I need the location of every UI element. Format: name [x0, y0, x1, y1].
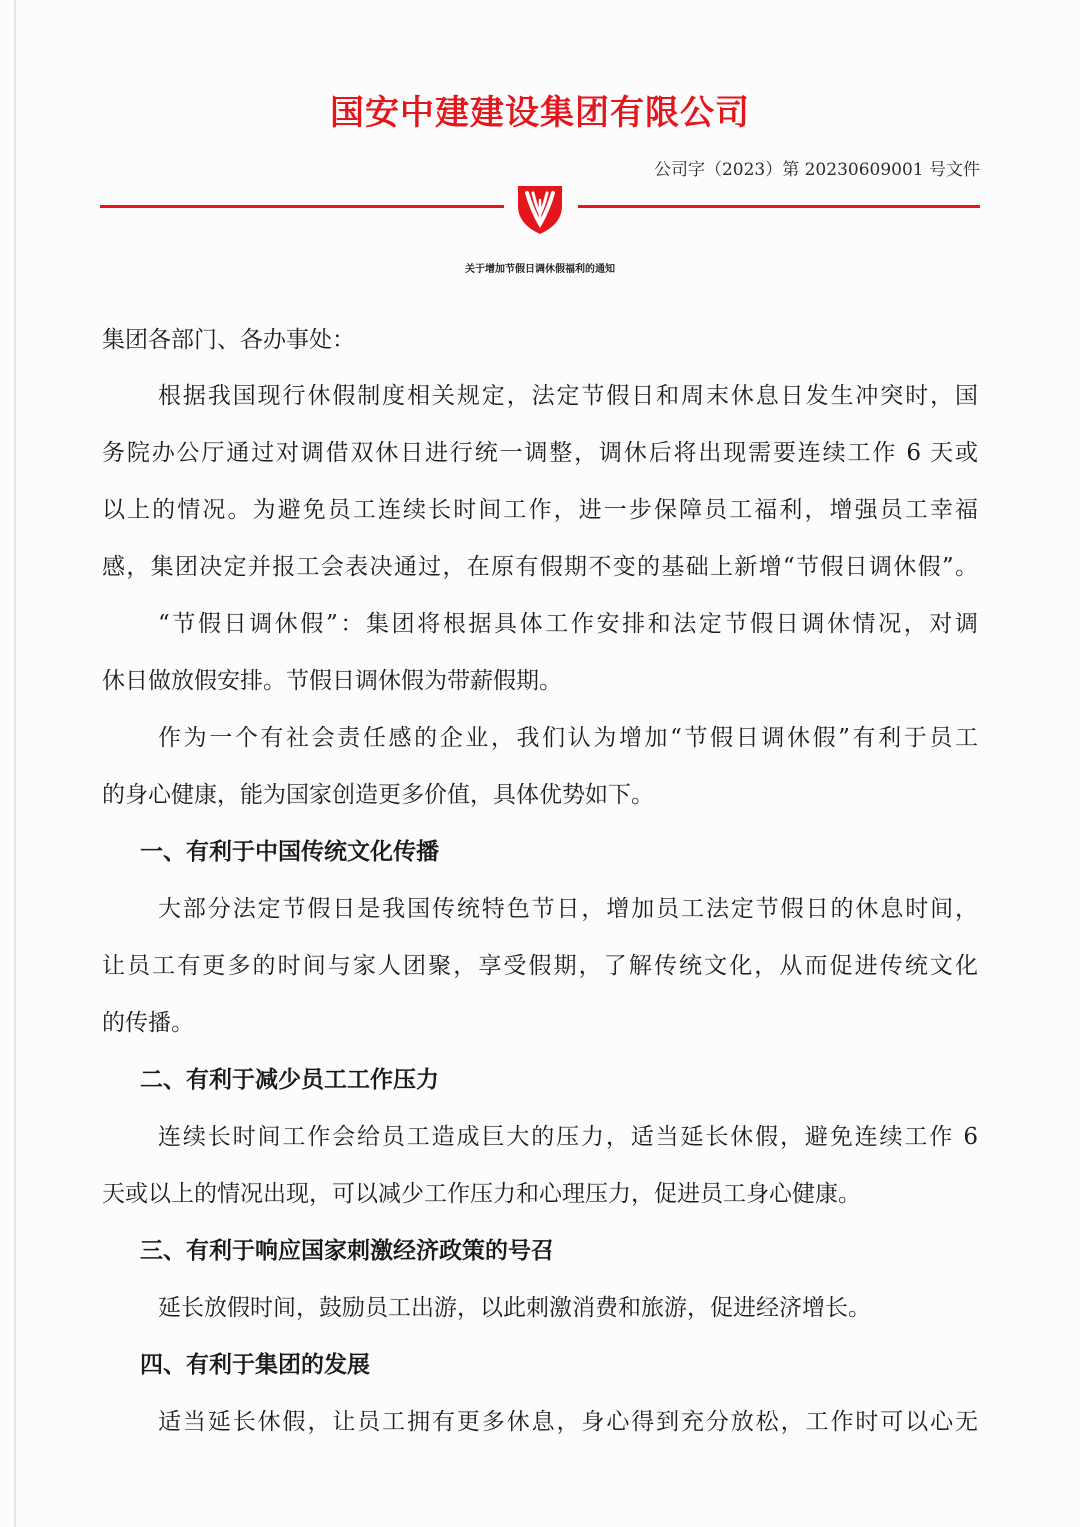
paragraph-line: “节假日调休假”：集团将根据具体工作安排和法定节假日调休情况，对调	[158, 611, 978, 637]
paragraph-line: 作为一个有社会责任感的企业，我们认为增加“节假日调休假”有利于员工	[158, 725, 978, 751]
paragraph-line: 的身心健康，能为国家创造更多价值，具体优势如下。	[102, 782, 654, 808]
red-rule-left	[100, 205, 504, 208]
paragraph-line: 以上的情况。为避免员工连续长时间工作，进一步保障员工福利，增强员工幸福	[102, 497, 978, 523]
paragraph-line: 根据我国现行休假制度相关规定，法定节假日和周末休息日发生冲突时，国	[158, 383, 978, 409]
notice-title: 关于增加节假日调休假福利的通知	[465, 264, 615, 275]
page-edge-line	[14, 0, 16, 1527]
section-heading: 四、有利于集团的发展	[140, 1352, 370, 1378]
section-heading: 二、有利于减少员工工作压力	[140, 1067, 439, 1093]
paragraph-line: 天或以上的情况出现，可以减少工作压力和心理压力，促进员工身心健康。	[102, 1181, 861, 1207]
paragraph-line: 延长放假时间，鼓励员工出游，以此刺激消费和旅游，促进经济增长。	[158, 1295, 871, 1321]
section-heading: 三、有利于响应国家刺激经济政策的号召	[140, 1238, 554, 1264]
paragraph-line: 休日做放假安排。节假日调休假为带薪假期。	[102, 668, 562, 694]
paragraph-line: 的传播。	[102, 1010, 194, 1036]
section-heading: 一、有利于中国传统文化传播	[140, 839, 439, 865]
salutation: 集团各部门、各办事处：	[102, 327, 355, 353]
paragraph-line: 适当延长休假，让员工拥有更多休息，身心得到充分放松，工作时可以心无	[158, 1409, 978, 1435]
paragraph-line: 大部分法定节假日是我国传统特色节日，增加员工法定节假日的休息时间，	[158, 896, 978, 922]
paragraph-line: 感，集团决定并报工会表决通过，在原有假期不变的基础上新增“节假日调休假”。	[102, 554, 978, 580]
shield-emblem-icon	[510, 180, 570, 236]
company-name-header: 国安中建建设集团有限公司	[330, 93, 750, 133]
paragraph-line: 让员工有更多的时间与家人团聚，享受假期，了解传统文化，从而促进传统文化	[102, 953, 978, 979]
paragraph-line: 务院办公厅通过对调借双休日进行统一调整，调休后将出现需要连续工作 6 天或	[102, 440, 978, 466]
red-rule-right	[578, 205, 980, 208]
paragraph-line: 连续长时间工作会给员工造成巨大的压力，适当延长休假，避免连续工作 6	[158, 1124, 978, 1150]
document-number: 公司字（2023）第 20230609001 号文件	[653, 160, 980, 180]
